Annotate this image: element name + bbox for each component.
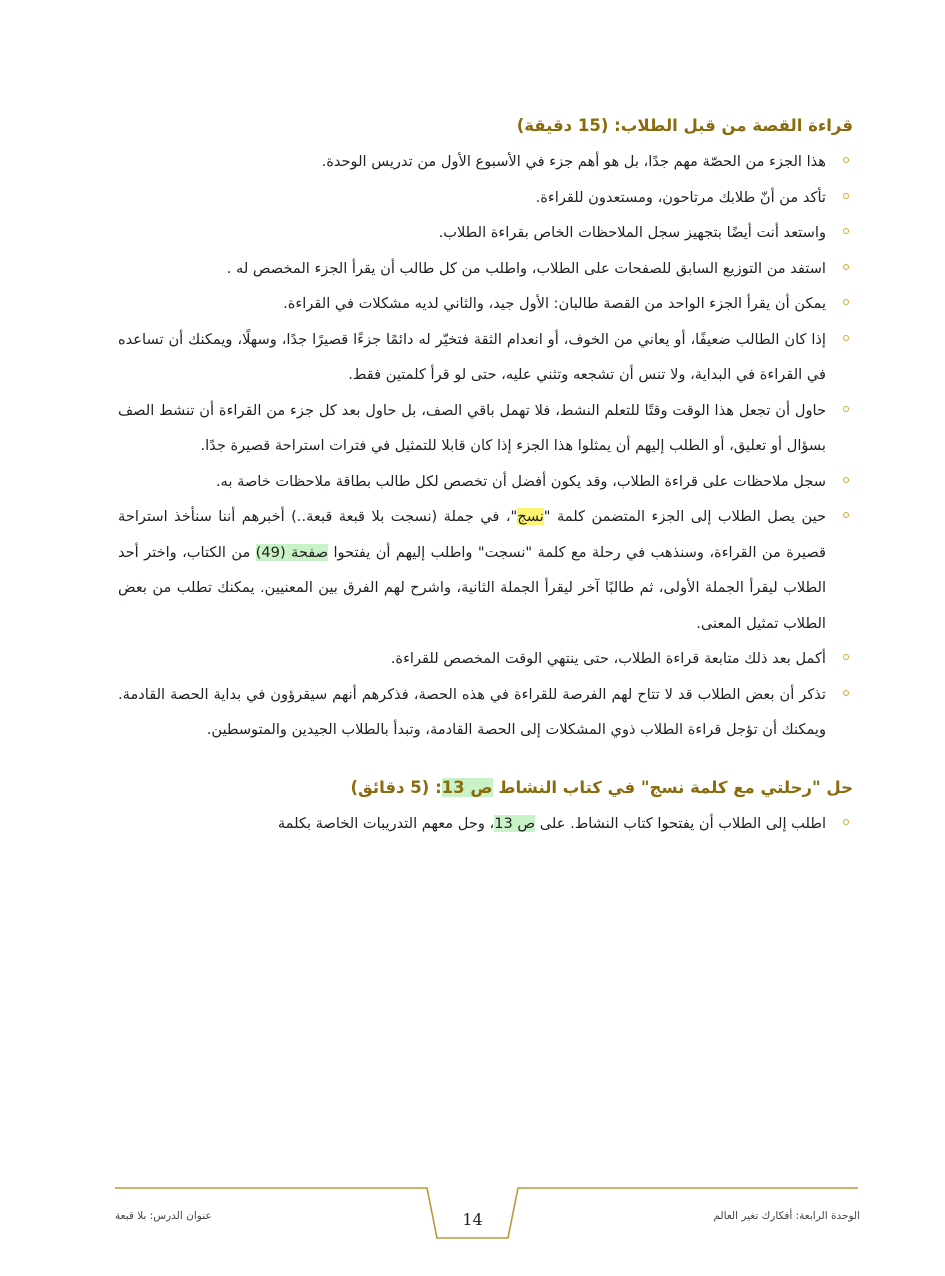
list-item: هذا الجزء من الحصّة مهم جدًا، بل هو أهم جزء في الأسبوع الأول من تدريس الوحدة. bbox=[118, 144, 853, 180]
bullet-circle-icon bbox=[843, 654, 849, 660]
footer-unit-title: الوحدة الرابعة: أفكارك تغير العالم bbox=[713, 1210, 860, 1222]
bullet-list-activity-book bbox=[118, 806, 853, 842]
bullet-circle-icon bbox=[843, 335, 849, 341]
bullet-circle-icon bbox=[843, 406, 849, 412]
list-item: تذكر أن بعض الطلاب قد لا تتاح لهم الفرصة للقراءة في هذه الحصة، فذكرهم أنهم سيقرؤون في بداية الحصة القادمة. ويمكنك أن تؤجل قراءة الطلاب ذوي المشكلات إلى الحصة القادمة، وتبدأ بالطلاب الجيدين والمتوسطين. bbox=[118, 677, 853, 748]
list-item: إذا كان الطالب ضعيفًا، أو يعاني من الخوف، أو انعدام الثقة فتخيّر له دائمًا جزءًا قصيرًا جدًا، وسهلًا، ويمكنك أن تساعده في القراءة في البداية، ولا تنس أن تشجعه وتثني عليه، حتى لو قرأ كلمتين فقط. bbox=[118, 322, 853, 393]
bullet-circle-icon bbox=[843, 193, 849, 199]
highlighted-word-nasaj: نسج bbox=[517, 508, 544, 525]
list-item: يمكن أن يقرأ الجزء الواحد من القصة طالبان: الأول جيد، والثاني لديه مشكلات في القراءة. bbox=[118, 286, 853, 322]
list-item: اطلب إلى الطلاب أن يفتحوا كتاب النشاط. على ص 13، وحل معهم التدريبات الخاصة بكلمة bbox=[118, 806, 853, 842]
list-item: حين يصل الطلاب إلى الجزء المتضمن كلمة "نسج"، في جملة (نسجت بلا قبعة قبعة..) أخبرهم أننا سنأخذ استراحة قصيرة من القراءة، وسنذهب في رحلة مع كلمة "نسجت" واطلب إليهم أن يفتحوا صفحة (49) من الكتاب، واختر أحد الطلاب ليقرأ الجملة الأولى، ثم طالبًا آخر ليقرأ الجملة الثانية، واشرح لهم الفرق بين المعنيين. يمكنك تطلب من بعض الطلاب تمثيل المعنى. bbox=[118, 499, 853, 641]
page-number: 14 bbox=[462, 1210, 483, 1229]
list-item: تأكد من أنّ طلابك مرتاحون، ومستعدون للقراءة. bbox=[118, 180, 853, 216]
list-item: سجل ملاحظات على قراءة الطلاب، وقد يكون أفضل أن تخصص لكل طالب بطاقة ملاحظات خاصة به. bbox=[118, 464, 853, 500]
bullet-circle-icon bbox=[843, 157, 849, 163]
page-content bbox=[118, 112, 853, 841]
section-heading-story-reading: قراءة القصة من قبل الطلاب: (15 دقيقة) bbox=[516, 116, 853, 135]
section-heading-activity-book: حل "رحلتي مع كلمة نسج" في كتاب النشاط ص 13: (5 دقائق) bbox=[350, 777, 853, 797]
list-item: أكمل بعد ذلك متابعة قراءة الطلاب، حتى ينتهي الوقت المخصص للقراءة. bbox=[118, 641, 853, 677]
highlighted-page-reference: ص 13 bbox=[441, 777, 493, 797]
bullet-circle-icon bbox=[843, 264, 849, 270]
list-item: استفد من التوزيع السابق للصفحات على الطلاب، واطلب من كل طالب أن يقرأ الجزء المخصص له . bbox=[118, 251, 853, 287]
bullet-circle-icon bbox=[843, 690, 849, 696]
bullet-list-story-reading bbox=[118, 144, 853, 748]
highlighted-page-reference: صفحة (49) bbox=[255, 543, 329, 561]
bullet-circle-icon bbox=[843, 512, 849, 518]
footer-lesson-title: عنوان الدرس: بلا قبعة bbox=[115, 1210, 212, 1222]
bullet-circle-icon bbox=[843, 228, 849, 234]
highlighted-page-reference: ص 13 bbox=[494, 814, 536, 832]
bullet-circle-icon bbox=[843, 299, 849, 305]
bullet-circle-icon bbox=[843, 477, 849, 483]
list-item: حاول أن تجعل هذا الوقت وقتًا للتعلم النشط، فلا تهمل باقي الصف، بل حاول بعد كل جزء من القراءة أن تنشط الصف بسؤال أو تعليق، أو الطلب إليهم أن يمثلوا هذا الجزء إذا كان قابلا للتمثيل في فترات استراحة قصيرة جدًا. bbox=[118, 393, 853, 464]
bullet-circle-icon bbox=[843, 819, 849, 825]
list-item: واستعد أنت أيضًا بتجهيز سجل الملاحظات الخاص بقراءة الطلاب. bbox=[118, 215, 853, 251]
